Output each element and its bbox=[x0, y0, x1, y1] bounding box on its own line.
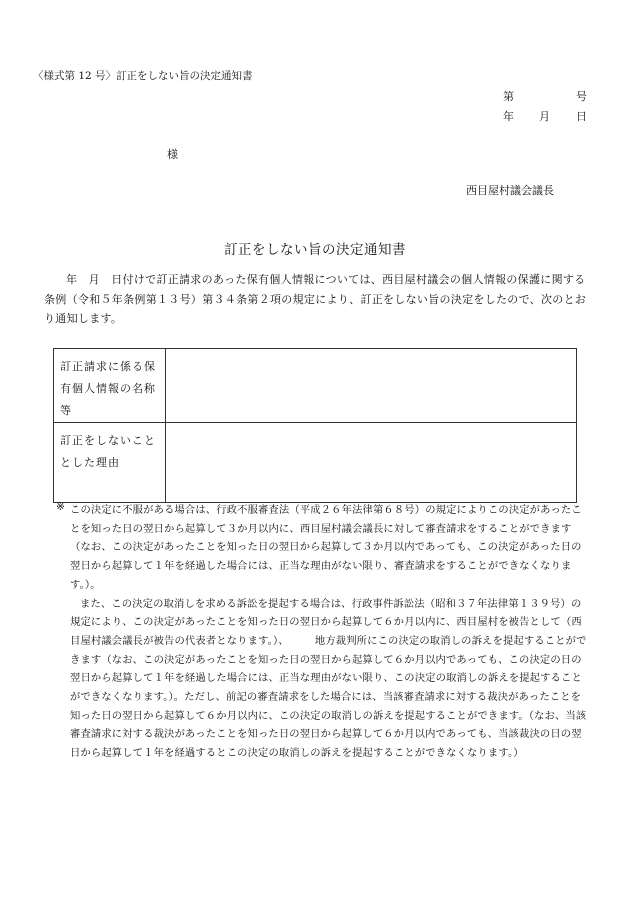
date-year: 年 bbox=[503, 110, 514, 123]
document-title: 訂正をしない旨の決定通知書 bbox=[224, 242, 406, 258]
form-number: 〈様式第 12 号〉訂正をしない旨の決定通知書 bbox=[33, 70, 253, 82]
table-row bbox=[54, 349, 577, 423]
sender-name: 西目屋村議会議長 bbox=[466, 184, 554, 197]
recipient-suffix: 様 bbox=[167, 148, 178, 161]
date-month: 月 bbox=[539, 110, 550, 123]
row-value-reason bbox=[166, 423, 577, 503]
note-paragraph-appeal: この決定に不服がある場合は、行政不服審査法（平成２６年法律第６８号）の規定によりこの決定があったことを知った日の翌日から起算して３か月以内に、西目屋村議会議長に対して審査請求をすることができます（なお、この決定があったことを知った日の翌日から起算して３か月以内であっても、この決定があった日の翌日から起算して１年を経過した場合には、正当な理由がない限り、審査請求をすることができなくなります。）。 bbox=[70, 504, 582, 591]
body-paragraph: 年 月 日付けで訂正請求のあった保有個人情報については、西目屋村議会の個人情報の保護に関する条例（令和５年条例第１３号）第３４条第２項の規定により、訂正をしない旨の決定をしたので、次のとおり通知します。 bbox=[44, 273, 587, 325]
info-table bbox=[53, 348, 577, 503]
row-label-info-name: 訂正請求に係る保有個人情報の名称等 bbox=[54, 349, 166, 423]
table-row bbox=[54, 423, 577, 503]
doc-number-dai: 第 bbox=[503, 90, 514, 103]
note-mark: ※ bbox=[56, 501, 65, 513]
date-day: 日 bbox=[576, 110, 587, 123]
row-value-info-name bbox=[166, 349, 577, 423]
doc-number-go: 号 bbox=[576, 90, 587, 103]
row-label-reason: 訂正をしないこととした理由 bbox=[54, 423, 166, 503]
note-section bbox=[70, 501, 590, 763]
note-paragraph-lawsuit: また、この決定の取消しを求める訴訟を提起する場合は、行政事件訴訟法（昭和３７年法律第１３９号）の規定により、この決定があったことを知った日の翌日から起算して６か月以内に、西目屋村を被告として（西目屋村議会議長が被告の代表者となります。）、 地方裁判所にこの決定の取消しの訴えを提起することができます（なお、この決定があったことを知った日の翌日から起算して６か月以内であっても、この決定の日の翌日から起算して１年を経過した場合には、正当な理由がない限り、この決定の取消しの訴えを提起することができなくなります。）。ただし、前記の審査請求をした場合には、当該審査請求に対する裁決があったことを知った日の翌日から起算して６か月以内に、この決定の取消しの訴えを提起することができます。（なお、当該審査請求に対する裁決があったことを知った日の翌日から起算して６か月以内であっても、当該裁決の日の翌日から起算して１年を経過するとこの決定の取消しの訴えを提起することができなくなります。） bbox=[70, 597, 587, 760]
